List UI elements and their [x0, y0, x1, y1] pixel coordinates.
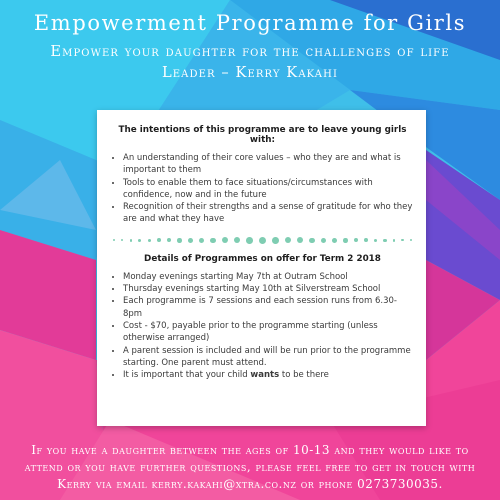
divider-dot: [113, 239, 115, 241]
details-list: [109, 271, 416, 382]
divider-dot: [148, 239, 151, 242]
details-item: • A parent session is included and will be run prior to the programme starting. One parent must attend.: [123, 345, 416, 370]
footer-line: Kerry via email kerry.kakahi@xtra.co.nz or phone 0273730035.: [57, 477, 443, 491]
intentions-list: [109, 152, 416, 226]
divider-dot: [177, 238, 182, 243]
divider-dot: [309, 238, 315, 244]
intentions-item: • An understanding of their core values – who they are and what is important to them: [123, 152, 416, 177]
divider-dot: [222, 237, 228, 243]
intentions-heading: The intentions of this programme are to leave young girls with:: [118, 125, 407, 145]
page-subtitle: Empower your daughter for the challenges of life: [50, 43, 450, 60]
divider-dot: [410, 239, 412, 241]
divider-dot: [343, 238, 348, 243]
divider-dot: [130, 239, 133, 242]
divider-dot: [167, 238, 171, 242]
intentions-item: • Recognition of their strengths and a sense of gratitude for who they are and what they have: [123, 201, 416, 226]
divider-dot: [383, 239, 386, 242]
divider-dot: [210, 238, 216, 244]
details-item-wants: [123, 369, 416, 381]
intentions-item: • Tools to enable them to face situations/circumstances with confidence, now and in the future: [123, 177, 416, 202]
divider-dot: [393, 239, 396, 242]
contact-footer: [0, 442, 500, 493]
wants-text-bold: wants: [250, 370, 280, 381]
details-item: • Cost - $70, payable prior to the programme starting (unless otherwise arranged): [123, 320, 416, 345]
wants-text-after: to be there: [279, 370, 329, 381]
footer-line: attend or you have further questions, please feel free to get in touch with: [24, 460, 476, 474]
page-title: Empowerment Programme for Girls: [33, 11, 467, 35]
divider-dot: [354, 238, 358, 242]
divider-dot: [259, 237, 266, 244]
divider-dot: [285, 237, 291, 243]
divider-dot: [272, 237, 279, 244]
wants-text-before: It is important that your child: [123, 370, 251, 381]
divider-dot: [401, 239, 403, 241]
divider-dot: [332, 238, 337, 243]
divider-dot: [121, 239, 123, 241]
footer-line: If you have a daughter between the ages of 10-13 and they would like to: [31, 443, 469, 457]
dot-divider: [113, 237, 412, 244]
divider-dot: [246, 237, 253, 244]
details-heading: Details of Programmes on offer for Term 2 2018: [144, 253, 381, 264]
divider-dot: [188, 238, 193, 243]
info-card: [97, 110, 426, 426]
details-item: • Thursday evenings starting May 10th at Silverstream School: [123, 283, 416, 295]
divider-dot: [157, 238, 161, 242]
details-item: • Each programme is 7 sessions and each session runs from 6.30-8pm: [123, 295, 416, 320]
divider-dot: [199, 238, 204, 243]
leader-line: Leader – Kerry Kakahi: [161, 64, 338, 81]
divider-dot: [374, 239, 377, 242]
divider-dot: [297, 237, 303, 243]
divider-dot: [138, 239, 141, 242]
divider-dot: [321, 238, 326, 243]
details-item: • Monday evenings starting May 7th at Outram School: [123, 271, 416, 283]
divider-dot: [364, 238, 368, 242]
divider-dot: [234, 237, 240, 243]
